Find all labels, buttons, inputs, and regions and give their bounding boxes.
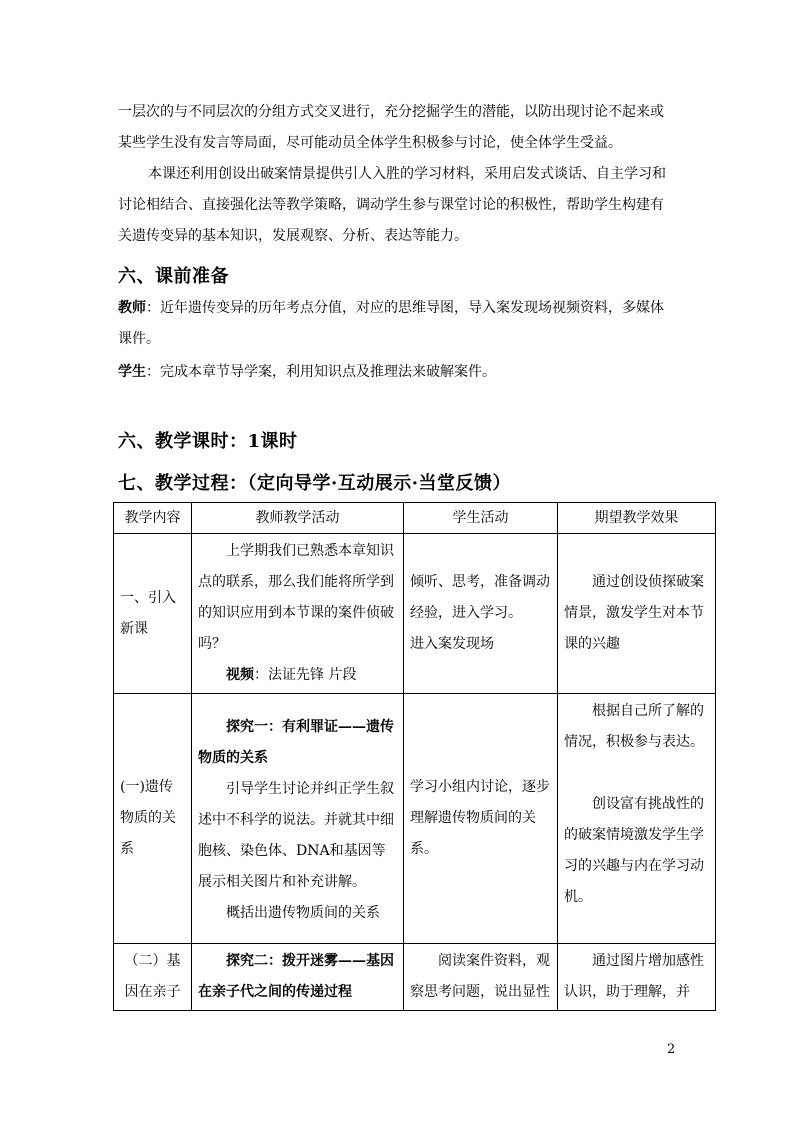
section-heading-hours: 六、教学课时：1课时 [118,431,298,452]
row1-content: 一、引入新课 [114,534,192,694]
row3-student [404,944,558,1011]
row2-effect [558,694,716,944]
header-teacher: 教师教学活动 [192,503,404,534]
table-header-row [114,503,716,534]
text-line: 讨论相结合、直接强化法等教学策略，调动学生参与课堂讨论的积极性，帮助学生构建有 [118,197,664,213]
row1-student-text-2: 进入案发现场 [410,636,494,652]
row2-student [404,694,558,944]
row3-student-text: 阅读案件资料，观察思考问题，说出显性 [410,953,550,1000]
page-number: 2 [667,1042,676,1057]
row3-content: （二）基因在亲子 [114,944,192,1011]
student-prep-text: ：完成本章节导学案，利用知识点及推理法来破解案件。 [146,364,496,380]
teacher-label: 教师 [118,300,146,316]
table-row [114,534,716,694]
row1-student [404,534,558,694]
header-content: 教学内容 [114,503,192,534]
header-student: 学生活动 [404,503,558,534]
teacher-prep-text: ：近年遗传变异的历年考点分值，对应的思维导图，导入案发现场视频资料，多媒体 [146,300,664,316]
text-line: 关遗传变异的基本知识，发展观察、分析、表达等能力。 [118,228,468,244]
section-heading-prep: 六、课前准备 [118,266,229,287]
video-text: ：法证先锋 片段 [254,667,357,683]
row1-teacher [192,534,404,694]
row1-effect [558,534,716,694]
lesson-table [113,502,716,1011]
student-label: 学生 [118,364,146,380]
row2-teacher [192,694,404,944]
video-label: 视频 [226,667,254,683]
row2-teacher-text: 引导学生讨论并纠正学生叙述中不科学的说法。并就其中细胞核、染色体、DNA和基因等展示相关图片和补充讲解。 [198,781,394,890]
row3-effect [558,944,716,1011]
teacher-prep-text-cont: 课件。 [118,331,160,347]
row3-teacher [192,944,404,1011]
text-line: 某些学生没有发言等局面，尽可能动员全体学生积极参与讨论，使全体学生受益。 [118,135,622,151]
row2-content: (一)遗传物质的关系 [114,694,192,944]
row1-effect-text: 通过创设侦探破案情景，激发学生对本节课的兴趣 [564,574,704,652]
row2-student-text: 学习小组内讨论，逐步理解遗传物质间的关系。 [410,779,550,857]
intro-paragraph-2 [118,159,688,252]
table-row [114,694,716,944]
prep-teacher [118,293,688,355]
prep-student [118,357,688,388]
row1-teacher-text: 上学期我们已熟悉本章知识点的联系，那么我们能将所学到的知识应用到本节课的案件侦破吗？ [198,543,394,652]
header-effect: 期望教学效果 [558,503,716,534]
table-row [114,944,716,1011]
row2-teacher-title: 探究一：有利罪证——遗传物质的关系 [198,719,394,766]
text-line: 本课还利用创设出破案情景提供引人入胜的学习材料，采用启发式谈话、自主学习和 [148,166,666,182]
section-heading-process: 七、教学过程：（定向导学·互动展示·当堂反馈） [118,473,512,494]
row2-teacher-text-2: 概括出遗传物质间的关系 [226,905,380,921]
text-line: 一层次的与不同层次的分组方式交叉进行，充分挖掘学生的潜能，以防出现讨论不起来或 [118,104,664,120]
row3-effect-text: 通过图片增加感性认识，助于理解，并 [564,953,704,1000]
intro-paragraph-1 [118,97,688,159]
row3-teacher-title: 探究二：拨开迷雾——基因在亲子代之间的传递过程 [198,953,394,1000]
row2-effect-text-2: 创设富有挑战性的的破案情境激发学生学习的兴趣与内在学习动机。 [564,796,704,905]
row2-effect-text: 根据自己所了解的情况，积极参与表达。 [564,703,704,750]
row1-student-text: 倾听、思考，准备调动经验，进入学习。 [410,574,550,621]
